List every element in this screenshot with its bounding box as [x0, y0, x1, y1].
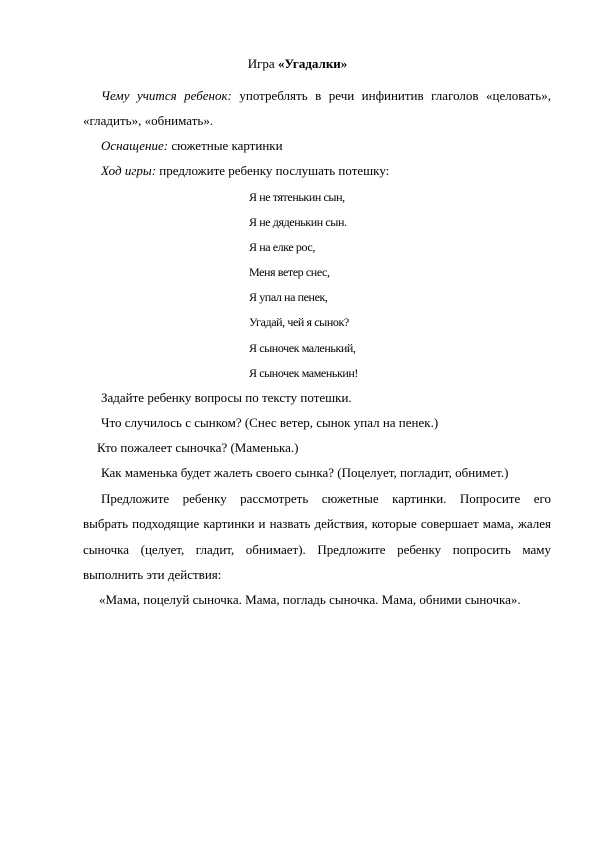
body-question-2: Кто пожалеет сыночка? (Маменька.)	[97, 440, 299, 455]
learns-text-line1: употреблять в речи инфинитив глаголов «целовать»,	[239, 88, 551, 103]
page-title	[0, 56, 595, 72]
poem-line: Я на елке рос,	[249, 240, 315, 254]
body-closing-quote: «Мама, поцелуй сыночка. Мама, погладь сыночка. Мама, обними сыночка».	[99, 592, 521, 607]
equipment-label: Оснащение:	[101, 138, 169, 153]
poem-line: Я упал на пенек,	[249, 290, 328, 304]
poem-line: Я не тятенькин сын,	[249, 190, 345, 204]
poem-line: Я сыночек маменькин!	[249, 366, 359, 380]
poem-line: Я не дяденькин сын.	[249, 215, 347, 229]
procedure-label: Ход игры:	[101, 163, 157, 178]
body-paragraph-pictures-line1: Предложите ребенку рассмотреть сюжетные картинки. Попросите его	[101, 491, 551, 506]
learns-label: Чему учится ребенок:	[101, 88, 232, 103]
learns-text-line2: «гладить», «обнимать».	[83, 113, 214, 128]
body-paragraph-pictures-line2: выбрать подходящие картинки и назвать действия, которые совершает мама, жалея	[83, 516, 551, 531]
body-question-1: Что случилось с сынком? (Снес ветер, сынок упал на пенек.)	[101, 415, 439, 430]
procedure-text: предложите ребенку послушать потешку:	[159, 163, 390, 178]
body-paragraph-questions: Задайте ребенку вопросы по тексту потешки.	[101, 390, 352, 405]
poem-line: Угадай, чей я сынок?	[249, 315, 349, 329]
equipment-text: сюжетные картинки	[171, 138, 283, 153]
procedure-paragraph	[101, 163, 389, 179]
game-name: «Угадалки»	[277, 56, 348, 71]
poem-line: Я сыночек маленький,	[249, 341, 356, 355]
body-paragraph-pictures-line4: выполнить эти действия:	[83, 567, 222, 582]
body-paragraph-pictures-line3: сыночка (целует, гладит, обнимает). Предложите ребенку попросить маму	[83, 542, 551, 557]
body-question-3: Как маменька будет жалеть своего сынка? (Поцелует, погладит, обнимет.)	[101, 465, 509, 480]
equipment-paragraph	[101, 138, 283, 154]
learns-paragraph-line1	[101, 88, 551, 104]
poem-line: Меня ветер снес,	[249, 265, 330, 279]
title-prefix: Игра	[247, 56, 278, 71]
